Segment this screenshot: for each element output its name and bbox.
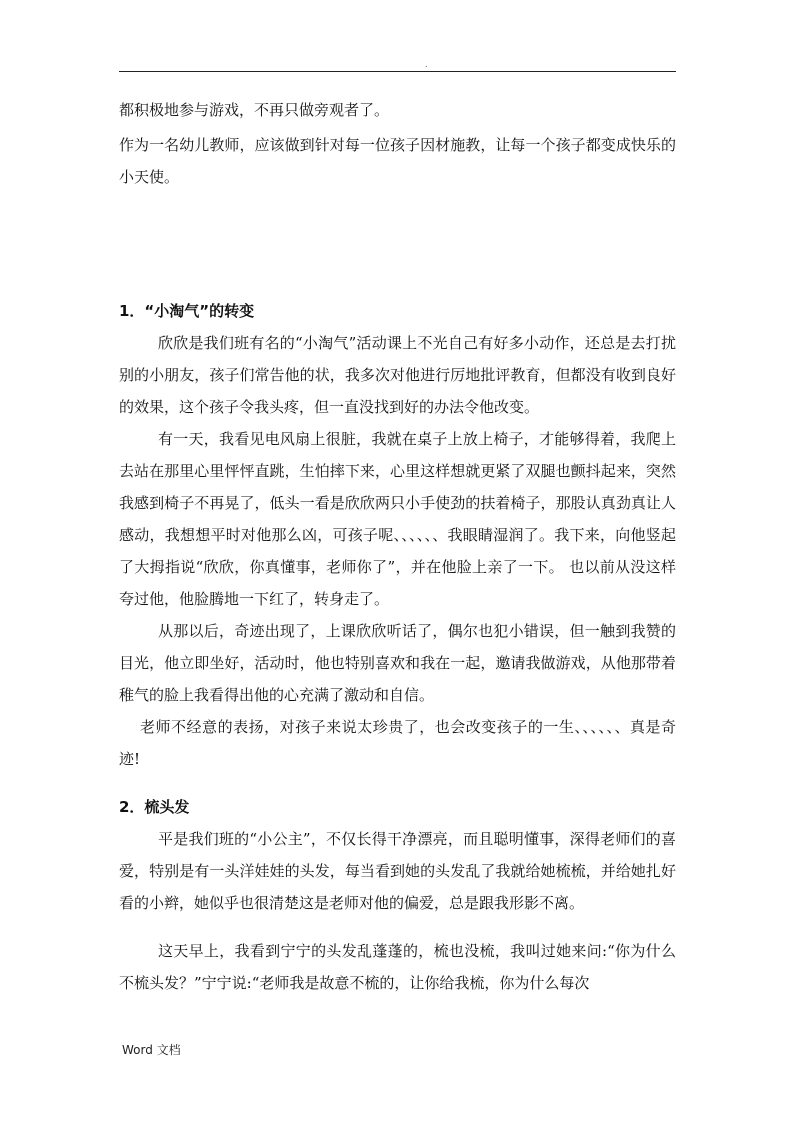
section-2-paragraph-2: 这天早上，我看到宁宁的头发乱蓬蓬的，梳也没梳，我叫过她来问:“你为什么不梳头发？”宁宁说:“老师我是故意不梳的，让你给我梳，你为什么每次 (119, 942, 676, 992)
section-1-paragraph-3: 从那以后，奇迹出现了，上课欣欣听话了，偶尔也犯小错误，但一触到我赞的目光，他立即坐好，活动时，他也特别喜欢和我在一起，邀请我做游戏，从他那带着稚气的脸上我看得出他的心充满了激动和自信。 (119, 622, 676, 704)
section-1-paragraph-4: 老师不经意的表扬，对孩子来说太珍贵了，也会改变孩子的一生、、、、、、真是奇迹! (119, 718, 676, 768)
section-2-paragraph-1: 平是我们班的“小公主”，不仅长得干净漂亮，而且聪明懂事，深得老师们的喜爱，特别是有一头洋娃娃的头发，每当看到她的头发乱了我就给她梳梳，并给她扎好看的小辫，她似乎也很清楚这是老师对他的偏爱，总是跟我形影不离。 (119, 830, 676, 912)
footer-label: Word 文档 (122, 1043, 181, 1057)
section-1-title: 1．“小淘气”的转变 (119, 302, 255, 320)
intro-paragraph-2: 作为一名幼儿教师，应该做到针对每一位孩子因材施教，让每一个孩子都变成快乐的小天使。 (119, 136, 676, 186)
section-1-paragraph-1: 欣欣是我们班有名的“小淘气”活动课上不光自己有好多小动作，还总是去打扰别的小朋友，孩子们常告他的状，我多次对他进行厉地批评教育，但都没有收到良好的效果，这个孩子令我头疼，但一直没找到好的办法令他改变。 (119, 334, 676, 416)
header-rule (119, 71, 676, 72)
section-2-title: 2．梳头发 (119, 798, 190, 816)
section-1-paragraph-2: 有一天，我看见电风扇上很脏，我就在桌子上放上椅子，才能够得着，我爬上去站在那里心里怦怦直跳，生怕摔下来，心里这样想就更紧了双腿也颤抖起来，突然我感到椅子不再晃了，低头一看是欣欣两只小手使劲的扶着椅子，那股认真劲真让人感动，我想想平时对他那么凶，可孩子呢、、、、、、我眼睛湿润了。我下来，向他竖起了大拇指说“欣欣，你真懂事，老师你了”，并在他脸上亲了一下。 也以前从没这样夸过他，他脸腾地一下红了，转身走了。 (119, 430, 676, 608)
document-body (119, 94, 676, 999)
intro-paragraph-1: 都积极地参与游戏，不再只做旁观者了。 (119, 101, 390, 119)
header-mark: . (425, 60, 428, 69)
